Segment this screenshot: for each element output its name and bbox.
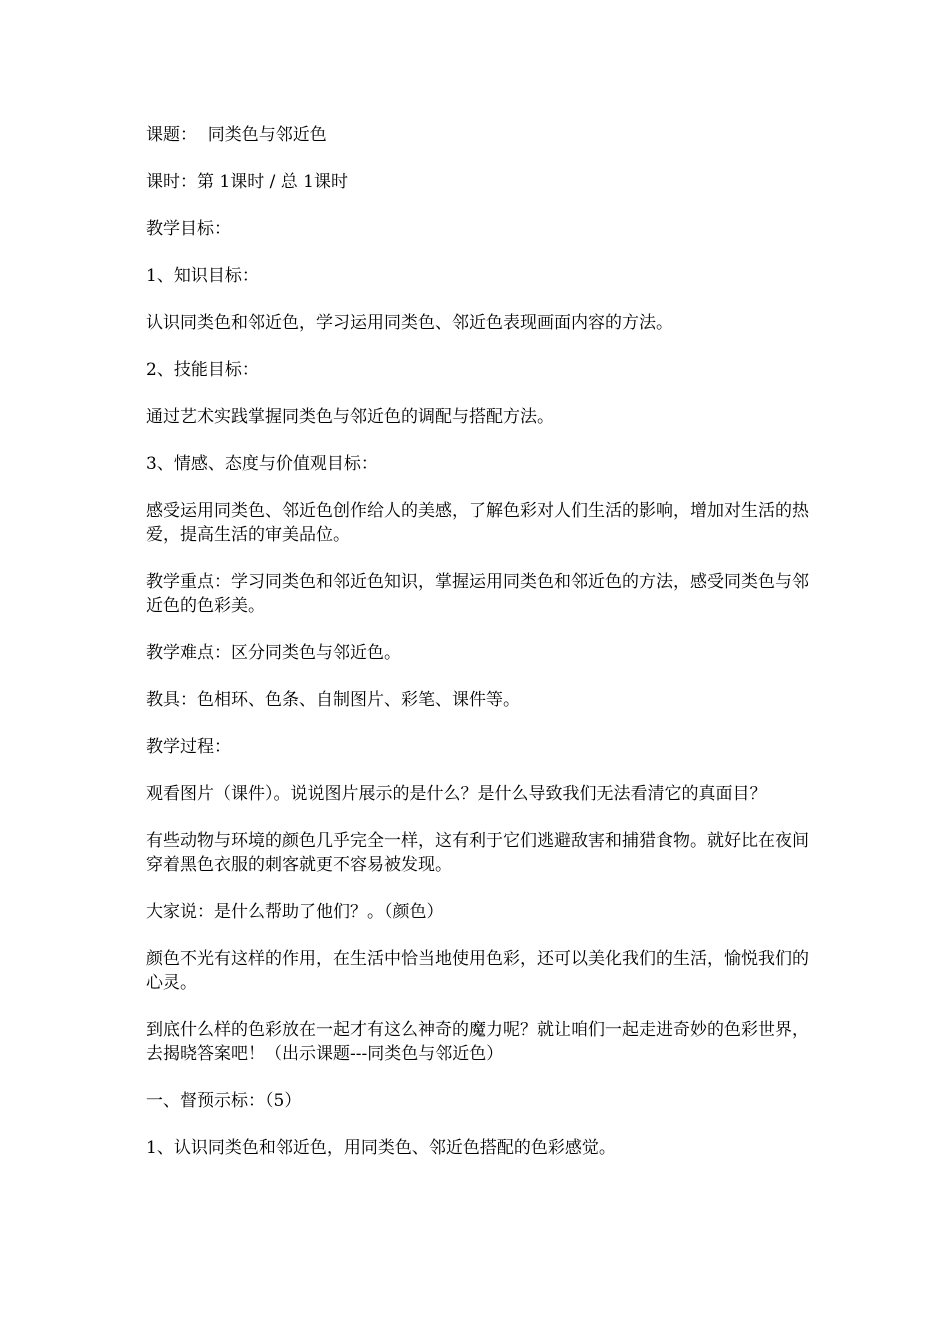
lesson-period: 课时：第 1课时 / 总 1课时 <box>146 172 348 192</box>
difficult-points: 教学难点：区分同类色与邻近色。 <box>146 643 401 663</box>
process-paragraph: 到底什么样的色彩放在一起才有这么神奇的魔力呢？就让咱们一起走进奇妙的色彩世界，去揭晓答案吧！（出示课题---同类色与邻近色） <box>146 1020 809 1064</box>
key-points: 教学重点：学习同类色和邻近色知识，掌握运用同类色和邻近色的方法，感受同类色与邻近色的色彩美。 <box>146 572 809 616</box>
section-item: 1、认识同类色和邻近色，用同类色、邻近色搭配的色彩感觉。 <box>146 1138 616 1158</box>
process-paragraph: 观看图片（课件）。说说图片展示的是什么？是什么导致我们无法看清它的真面目？ <box>146 784 767 804</box>
teaching-aids: 教具：色相环、色条、自制图片、彩笔、课件等。 <box>146 690 520 710</box>
skill-objective-heading: 2、技能目标： <box>146 360 259 380</box>
emotion-objective-heading: 3、情感、态度与价值观目标： <box>146 454 378 474</box>
document-page <box>146 123 814 1183</box>
process-paragraph: 大家说：是什么帮助了他们？。（颜色） <box>146 902 444 922</box>
teaching-process-heading: 教学过程： <box>146 737 231 757</box>
knowledge-objective-text: 认识同类色和邻近色，学习运用同类色、邻近色表现画面内容的方法。 <box>146 313 673 333</box>
skill-objective-text: 通过艺术实践掌握同类色与邻近色的调配与搭配方法。 <box>146 407 554 427</box>
section-heading: 一、督预示标：（5） <box>146 1091 302 1111</box>
process-paragraph: 有些动物与环境的颜色几乎完全一样，这有利于它们逃避敌害和捕猎食物。就好比在夜间穿着黑色衣服的刺客就更不容易被发现。 <box>146 831 809 875</box>
knowledge-objective-heading: 1、知识目标： <box>146 266 259 286</box>
teaching-objectives-heading: 教学目标： <box>146 219 231 239</box>
process-paragraph: 颜色不光有这样的作用，在生活中恰当地使用色彩，还可以美化我们的生活，愉悦我们的心灵。 <box>146 949 809 993</box>
lesson-title: 课题： 同类色与邻近色 <box>146 125 327 145</box>
emotion-objective-text: 感受运用同类色、邻近色创作给人的美感，了解色彩对人们生活的影响，增加对生活的热爱，提高生活的审美品位。 <box>146 501 809 545</box>
